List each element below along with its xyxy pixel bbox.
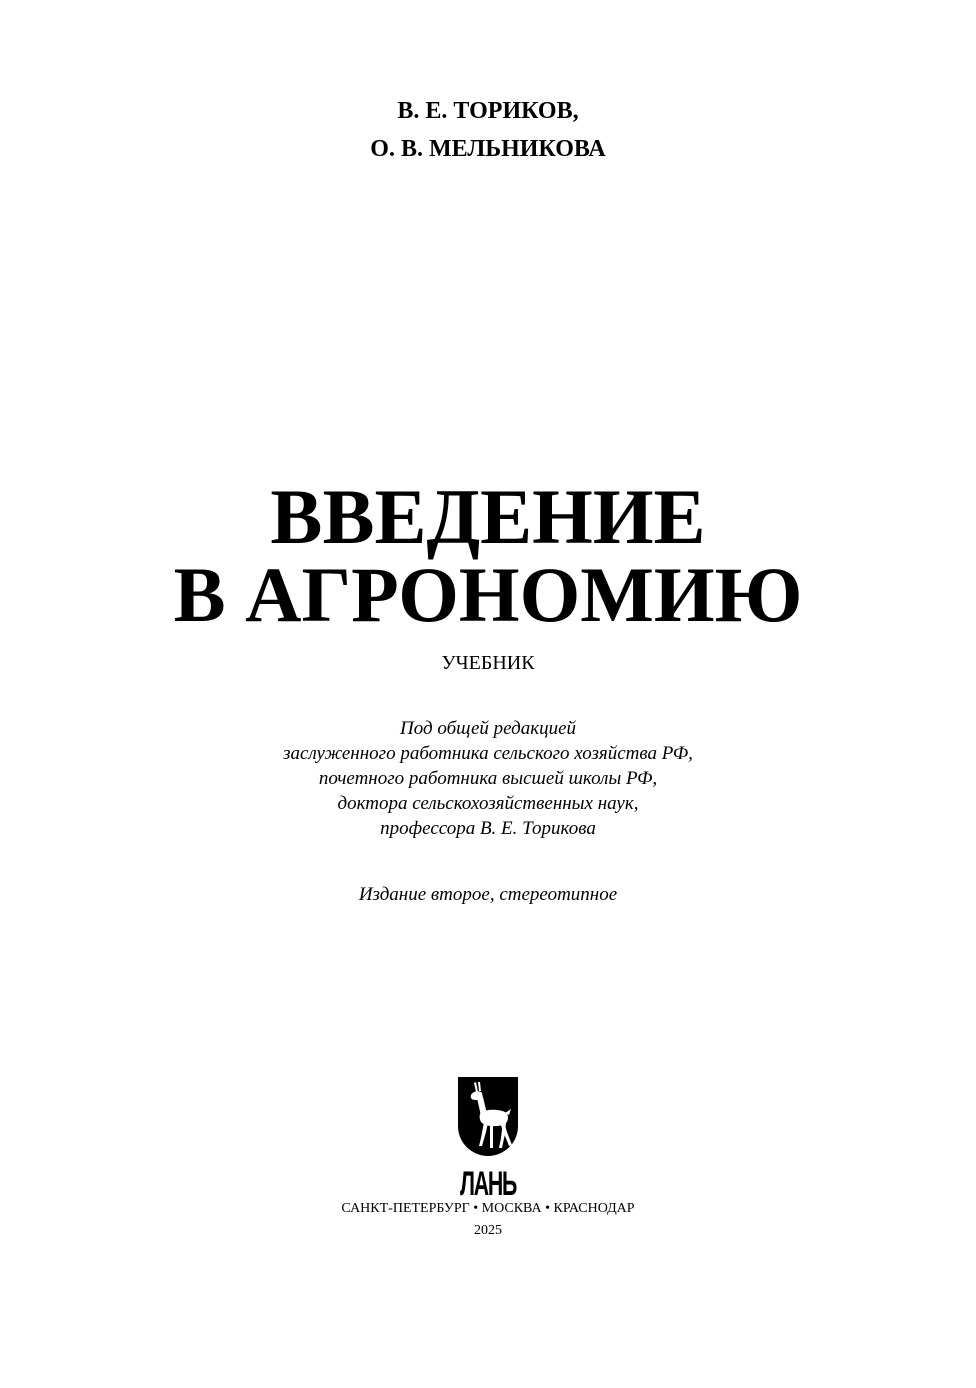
author-2: О. В. МЕЛЬНИКОВА <box>370 136 606 162</box>
book-title <box>0 473 976 638</box>
editor-line-1: Под общей редакцией <box>399 718 577 739</box>
book-title-line-2: В АГРОНОМИЮ <box>173 551 803 638</box>
deer-shield-icon <box>457 1076 519 1203</box>
book-title-line-1: ВВЕДЕНИЕ <box>270 473 706 560</box>
editor-line-3: почетного работника высшей школы РФ, <box>318 768 658 789</box>
editor-line-2: заслуженного работника сельского хозяйства РФ, <box>283 743 693 764</box>
editor-line-5: профессора В. Е. Торикова <box>380 818 596 839</box>
book-type: УЧЕБНИК <box>441 652 535 674</box>
author-1: В. Е. ТОРИКОВ, <box>397 98 579 124</box>
editor-line-4: доктора сельскохозяйственных наук, <box>337 793 639 814</box>
editor-note <box>0 716 976 841</box>
authors <box>0 92 976 168</box>
publication-year: 2025 <box>474 1223 502 1238</box>
publisher-logo-text: ЛАНЬ <box>460 1165 517 1203</box>
publisher-cities: САНКТ-ПЕТЕРБУРГ • МОСКВА • КРАСНОДАР <box>341 1201 635 1216</box>
edition-note: Издание второе, стереотипное <box>358 884 618 905</box>
